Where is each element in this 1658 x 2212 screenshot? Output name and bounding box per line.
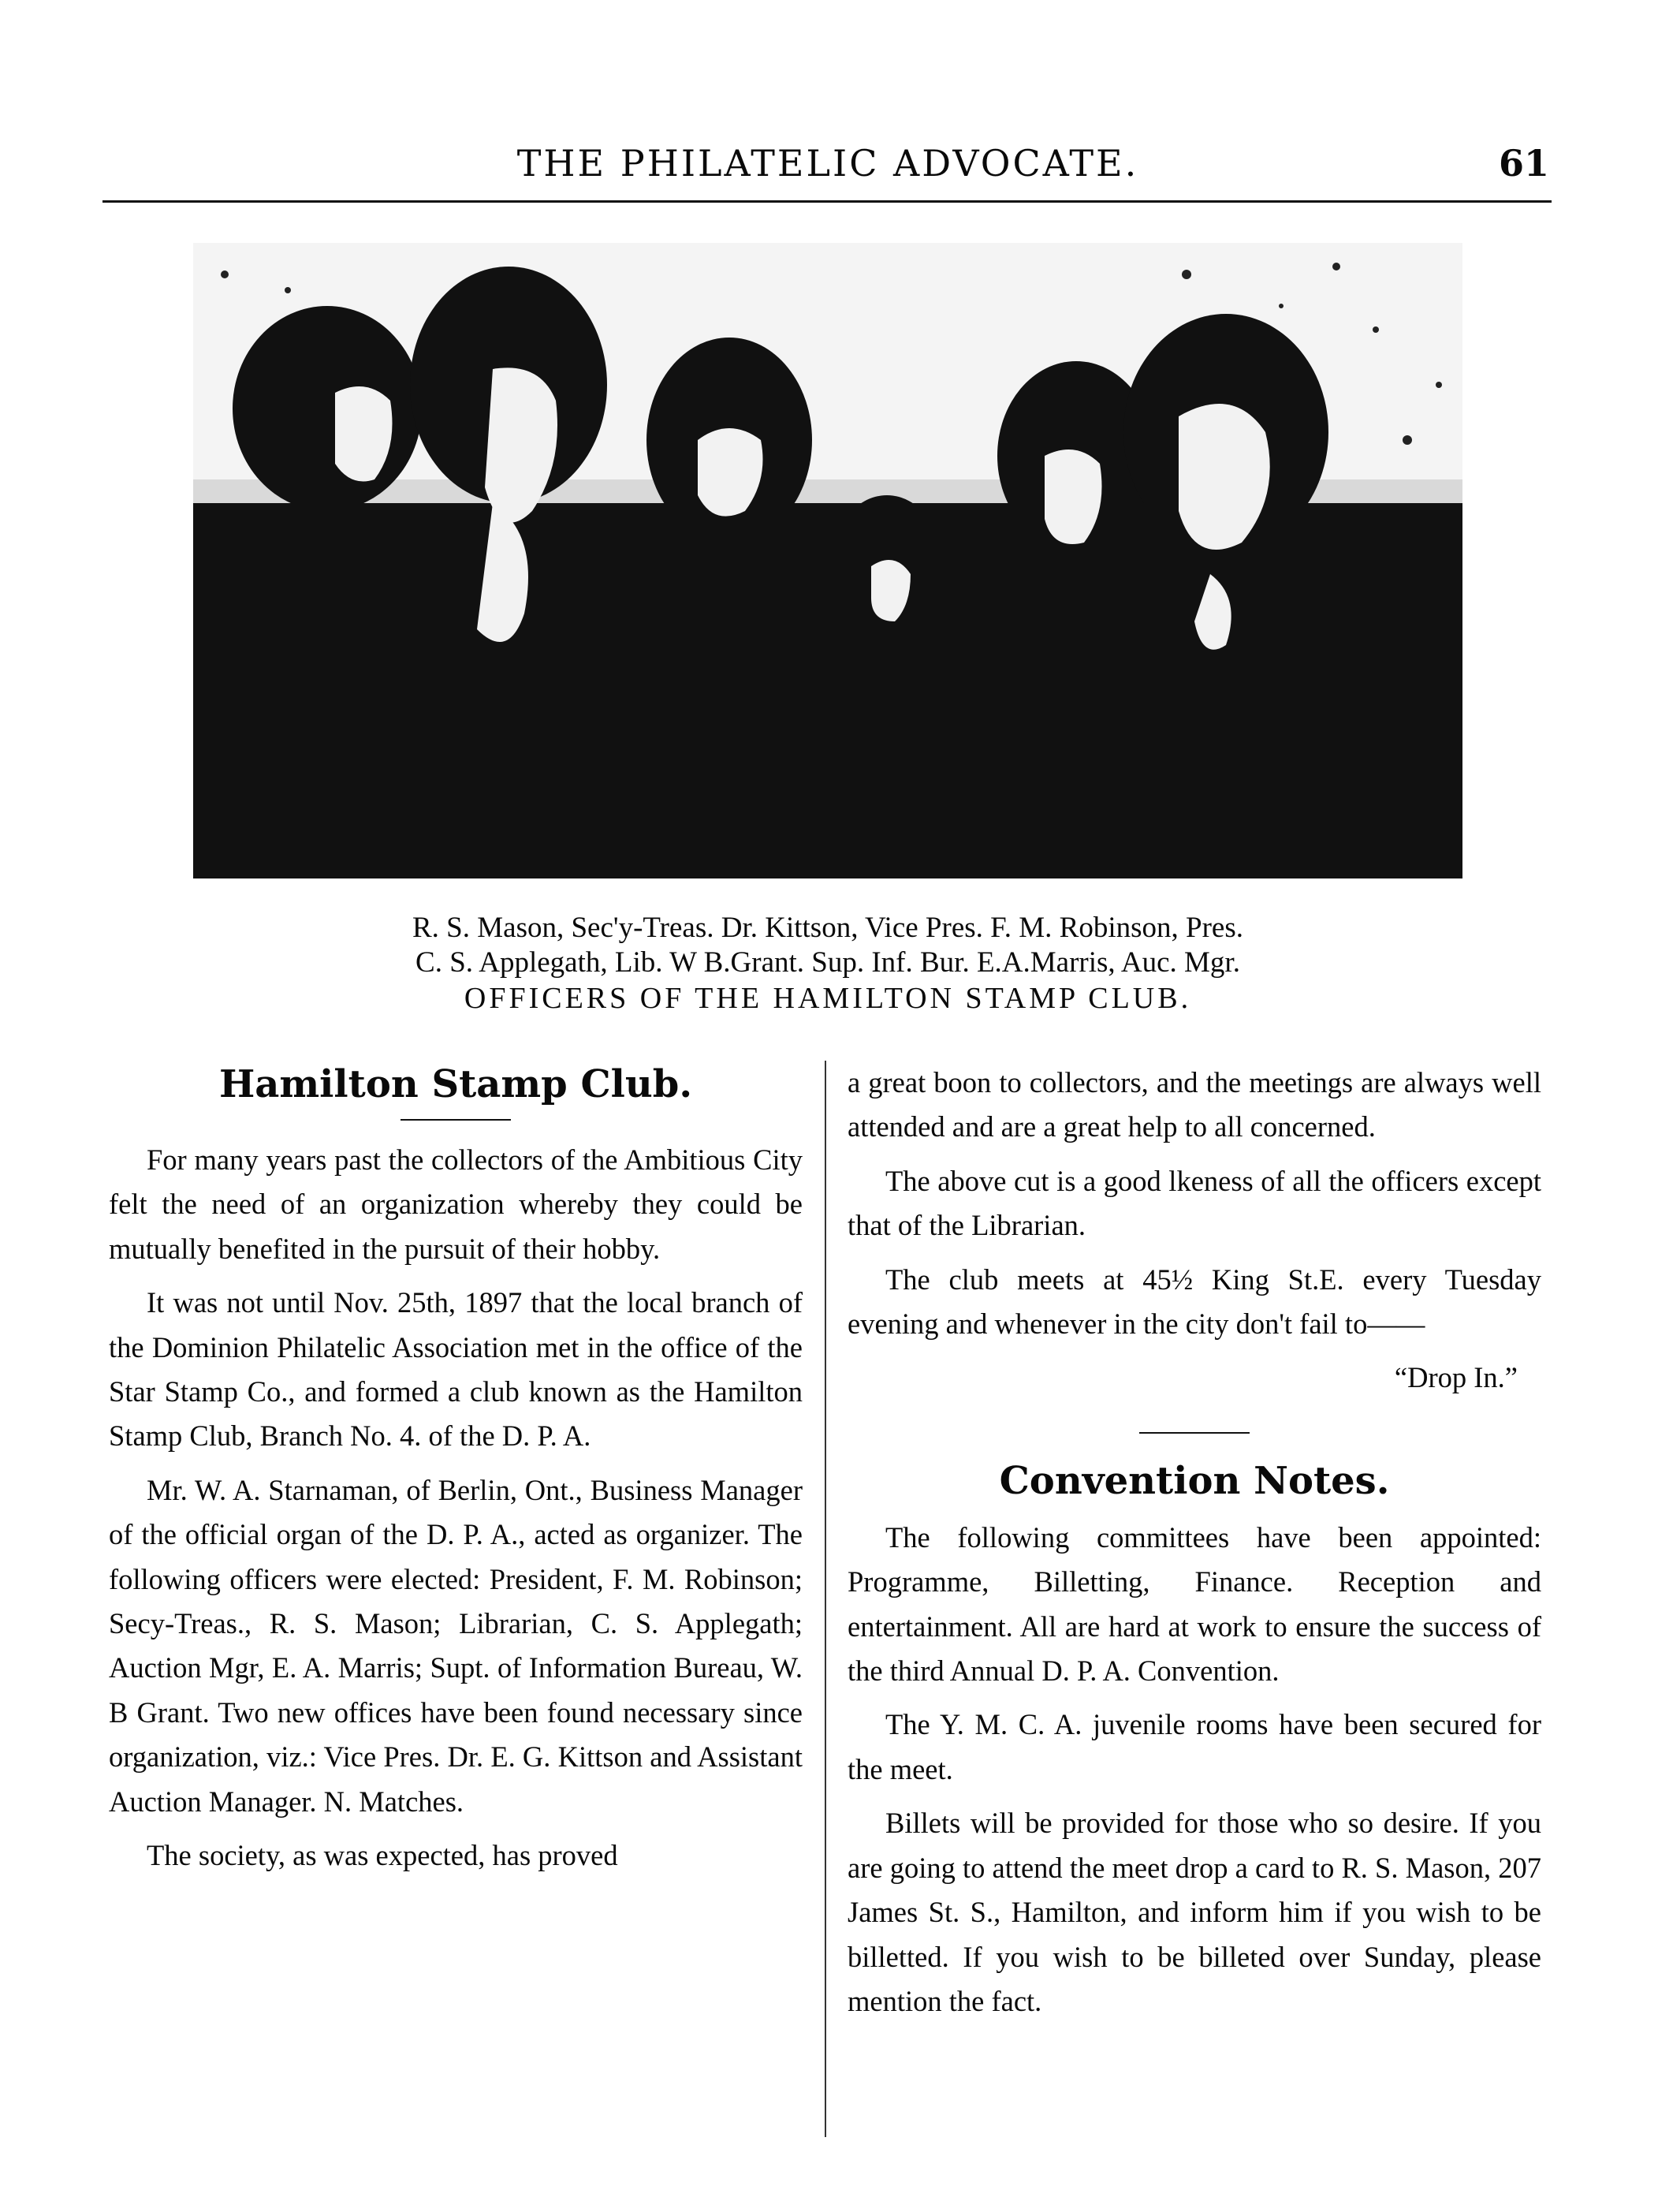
photo-caption — [106, 911, 1549, 1016]
article-headline-convention: Convention Notes. — [999, 1458, 1390, 1503]
article-paragraph: Mr. W. A. Starnaman, of Berlin, Ont., Business Manager of the official organ of the D. P. A., acted as organizer. The following officers were elected: President, F. M. Robinson; Secy-Treas., R. S. Mason; Librarian, C. S. Applegath; Auction Mgr, E. A. Marris; Supt. of Information Bureau, W. B Grant. Two new offices have been found necessary since organization, viz.: Vice Pres. Dr. E. G. Kittson and Assistant Auction Manager. N. Matches. — [109, 1473, 803, 1818]
article-paragraph: Billets will be provided for those who so desire. If you are going to attend the meet drop a card to R. S. Mason, 207 James St. S., Hamilton, and inform him if you wish to be billetted. If you wish to be billeted over Sunday, please mention the fact. — [848, 1807, 1541, 2017]
header-rule — [102, 200, 1552, 203]
left-column — [109, 1061, 803, 1888]
headline-rule — [401, 1119, 511, 1121]
section-rule — [1139, 1432, 1250, 1434]
caption-line-2: C. S. Applegath, Lib. W B.Grant. Sup. Inf. Bur. E.A.Marris, Auc. Mgr. — [415, 946, 1240, 979]
article-paragraph: The society, as was expected, has proved — [147, 1839, 618, 1872]
right-column — [848, 1061, 1541, 2033]
photo-illustration — [193, 243, 1462, 878]
article-paragraph: It was not until Nov. 25th, 1897 that the local branch of the Dominion Philatelic Association met in the office of the Star Stamp Co., and formed a club known as the Hamilton Stamp Club, Branch No. 4. of the D. P. A. — [109, 1286, 803, 1453]
caption-title: OFFICERS OF THE HAMILTON STAMP CLUB. — [464, 982, 1192, 1015]
running-header — [106, 142, 1549, 189]
page-number: 61 — [1498, 142, 1549, 185]
caption-line-1: R. S. Mason, Sec'y-Treas. Dr. Kittson, Vice Pres. F. M. Robinson, Pres. — [412, 912, 1243, 944]
running-title: THE PHILATELIC ADVOCATE. — [516, 142, 1139, 185]
group-portrait-photo — [193, 243, 1462, 878]
article-headline-hamilton: Hamilton Stamp Club. — [218, 1062, 693, 1106]
article-paragraph: For many years past the collectors of the Ambitious City felt the need of an organization whereby they could be mutually benefited in the pursuit of their hobby. — [109, 1143, 803, 1265]
article-paragraph: The following committees have been appointed: Programme, Billetting, Finance. Reception and entertainment. All are hard at work to ensure the success of the third Annual D. P. A. Convention. — [848, 1520, 1541, 1688]
column-divider — [825, 1061, 826, 2137]
article-paragraph: The Y. M. C. A. juvenile rooms have been secured for the meet. — [848, 1708, 1541, 1785]
article-signoff: “Drop In.” — [1394, 1361, 1518, 1394]
article-paragraph: The club meets at 45½ King St.E. every Tuesday evening and whenever in the city don't fail to—— — [848, 1263, 1541, 1341]
article-paragraph: The above cut is a good lkeness of all the officers except that of the Librarian. — [848, 1164, 1541, 1242]
article-continuation: a great boon to collectors, and the meetings are always well attended and are a great help to all concerned. — [848, 1066, 1541, 1143]
